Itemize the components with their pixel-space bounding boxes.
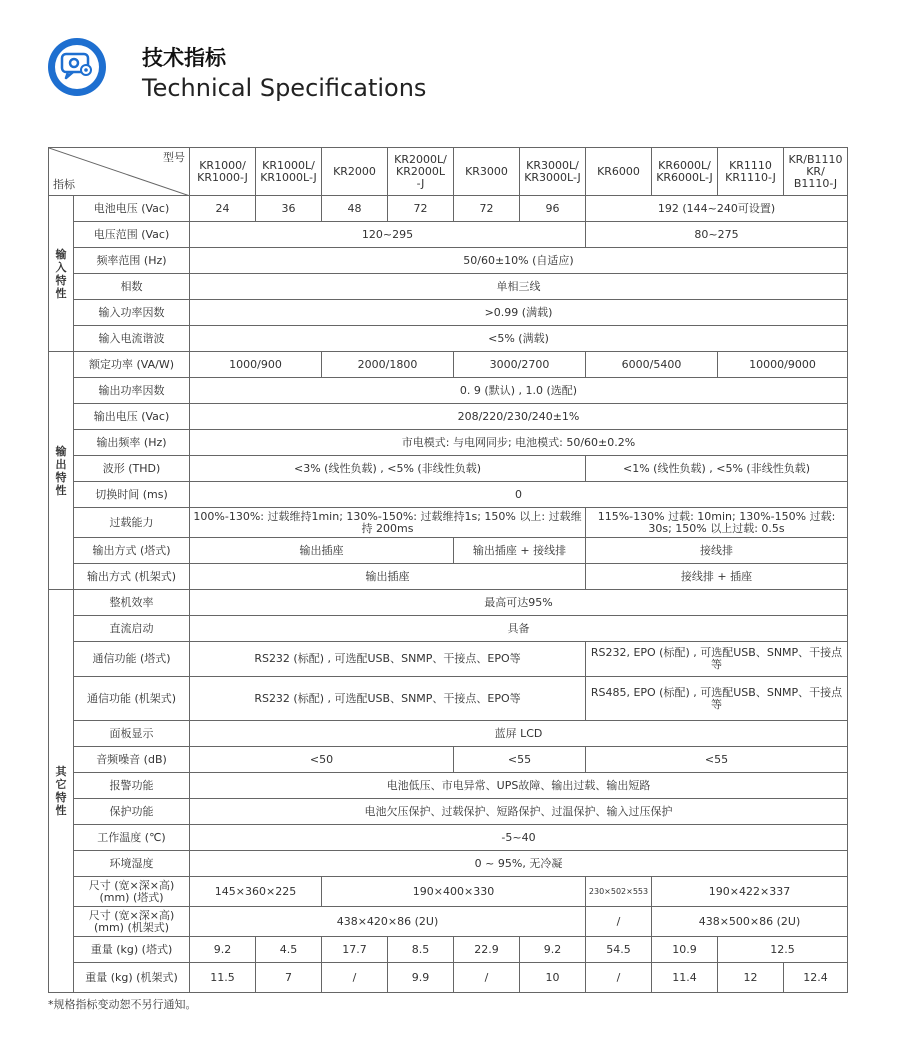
page-subtitle: Technical Specifications bbox=[142, 74, 427, 102]
table-row bbox=[49, 222, 848, 248]
footnote: *规格指标变动恕不另行通知。 bbox=[48, 998, 197, 1011]
table-cell: 7 bbox=[256, 963, 322, 993]
model-header: KR6000 bbox=[586, 148, 652, 196]
row-label: 输出方式 (塔式) bbox=[74, 538, 190, 564]
row-label: 相数 bbox=[74, 274, 190, 300]
table-cell: <55 bbox=[586, 747, 848, 773]
table-cell: 120~295 bbox=[190, 222, 586, 248]
table-row bbox=[49, 773, 848, 799]
table-cell: 0 ~ 95%, 无冷凝 bbox=[190, 851, 848, 877]
table-row bbox=[49, 721, 848, 747]
model-header: KR2000L/ KR2000L -J bbox=[388, 148, 454, 196]
table-cell: <5% (满载) bbox=[190, 326, 848, 352]
model-header: KR1110 KR1110-J bbox=[718, 148, 784, 196]
table-row bbox=[49, 851, 848, 877]
table-cell: 11.5 bbox=[190, 963, 256, 993]
group-label-other: 其 它 特 性 bbox=[49, 590, 74, 993]
table-cell: 0. 9 (默认) , 1.0 (选配) bbox=[190, 378, 848, 404]
table-cell: 4.5 bbox=[256, 937, 322, 963]
table-row bbox=[49, 482, 848, 508]
table-cell: 438×500×86 (2U) bbox=[652, 907, 848, 937]
row-label: 输出功率因数 bbox=[74, 378, 190, 404]
row-label: 保护功能 bbox=[74, 799, 190, 825]
row-label: 切换时间 (ms) bbox=[74, 482, 190, 508]
table-row bbox=[49, 825, 848, 851]
model-header: KR/B1110 KR/ B1110-J bbox=[784, 148, 848, 196]
table-cell: 230×502×553 bbox=[586, 877, 652, 907]
group-label-output: 输 出 特 性 bbox=[49, 352, 74, 590]
table-row bbox=[49, 456, 848, 482]
table-cell: / bbox=[454, 963, 520, 993]
table-cell: 最高可达95% bbox=[190, 590, 848, 616]
table-cell: 36 bbox=[256, 196, 322, 222]
table-cell: 市电模式: 与电网同步; 电池模式: 50/60±0.2% bbox=[190, 430, 848, 456]
row-label: 波形 (THD) bbox=[74, 456, 190, 482]
table-cell: 22.9 bbox=[454, 937, 520, 963]
row-label: 尺寸 (宽×深×高) (mm) (机架式) bbox=[74, 907, 190, 937]
row-label: 输入功率因数 bbox=[74, 300, 190, 326]
table-cell: 12.4 bbox=[784, 963, 848, 993]
table-cell: / bbox=[322, 963, 388, 993]
row-label: 尺寸 (宽×深×高) (mm) (塔式) bbox=[74, 877, 190, 907]
logo-badge bbox=[48, 38, 106, 96]
table-cell: 6000/5400 bbox=[586, 352, 718, 378]
page-title: 技术指标 bbox=[142, 46, 226, 70]
row-label: 整机效率 bbox=[74, 590, 190, 616]
table-row bbox=[49, 937, 848, 963]
table-cell: RS232 (标配) , 可选配USB、SNMP、干接点、EPO等 bbox=[190, 677, 586, 721]
table-cell: 145×360×225 bbox=[190, 877, 322, 907]
row-label: 频率范围 (Hz) bbox=[74, 248, 190, 274]
table-cell: 96 bbox=[520, 196, 586, 222]
row-label: 报警功能 bbox=[74, 773, 190, 799]
table-cell: 190×422×337 bbox=[652, 877, 848, 907]
table-row bbox=[49, 747, 848, 773]
table-row bbox=[49, 538, 848, 564]
group-label-input: 输 入 特 性 bbox=[49, 196, 74, 352]
table-cell: 具备 bbox=[190, 616, 848, 642]
table-cell: 8.5 bbox=[388, 937, 454, 963]
table-row bbox=[49, 799, 848, 825]
table-row bbox=[49, 508, 848, 538]
corner-model-label: 型号 bbox=[163, 151, 185, 164]
table-cell: 72 bbox=[454, 196, 520, 222]
row-label: 重量 (kg) (机架式) bbox=[74, 963, 190, 993]
table-cell: 11.4 bbox=[652, 963, 718, 993]
table-cell: 54.5 bbox=[586, 937, 652, 963]
table-cell: 0 bbox=[190, 482, 848, 508]
model-header: KR6000L/ KR6000L-J bbox=[652, 148, 718, 196]
table-row bbox=[49, 564, 848, 590]
row-label: 输入电流谐波 bbox=[74, 326, 190, 352]
table-cell: 190×400×330 bbox=[322, 877, 586, 907]
model-header: KR3000 bbox=[454, 148, 520, 196]
row-label: 重量 (kg) (塔式) bbox=[74, 937, 190, 963]
table-row bbox=[49, 963, 848, 993]
row-label: 电池电压 (Vac) bbox=[74, 196, 190, 222]
row-label: 通信功能 (塔式) bbox=[74, 642, 190, 677]
row-label: 输出电压 (Vac) bbox=[74, 404, 190, 430]
table-cell: 9.2 bbox=[520, 937, 586, 963]
row-label: 过载能力 bbox=[74, 508, 190, 538]
table-cell: <50 bbox=[190, 747, 454, 773]
table-cell: 48 bbox=[322, 196, 388, 222]
spec-table bbox=[48, 147, 848, 993]
corner-spec-label: 指标 bbox=[53, 178, 75, 191]
table-cell: 72 bbox=[388, 196, 454, 222]
row-label: 工作温度 (℃) bbox=[74, 825, 190, 851]
table-cell: 10 bbox=[520, 963, 586, 993]
table-cell: 438×420×86 (2U) bbox=[190, 907, 586, 937]
table-cell: 输出插座 + 接线排 bbox=[454, 538, 586, 564]
table-cell: >0.99 (满载) bbox=[190, 300, 848, 326]
table-cell: 输出插座 bbox=[190, 564, 586, 590]
table-cell: 115%-130% 过载: 10min; 130%-150% 过载: 30s; 150% 以上过载: 0.5s bbox=[586, 508, 848, 538]
table-row bbox=[49, 677, 848, 721]
table-cell: 1000/900 bbox=[190, 352, 322, 378]
table-cell: 10.9 bbox=[652, 937, 718, 963]
row-label: 通信功能 (机架式) bbox=[74, 677, 190, 721]
table-row bbox=[49, 326, 848, 352]
table-row bbox=[49, 642, 848, 677]
table-cell: 17.7 bbox=[322, 937, 388, 963]
table-cell: 192 (144~240可设置) bbox=[586, 196, 848, 222]
model-header: KR1000/ KR1000-J bbox=[190, 148, 256, 196]
model-header: KR3000L/ KR3000L-J bbox=[520, 148, 586, 196]
table-row bbox=[49, 274, 848, 300]
table-cell: 9.2 bbox=[190, 937, 256, 963]
table-row bbox=[49, 590, 848, 616]
table-cell: 208/220/230/240±1% bbox=[190, 404, 848, 430]
table-cell: 10000/9000 bbox=[718, 352, 848, 378]
table-cell: <55 bbox=[454, 747, 586, 773]
table-cell: 蓝屏 LCD bbox=[190, 721, 848, 747]
row-label: 电压范围 (Vac) bbox=[74, 222, 190, 248]
table-row bbox=[49, 430, 848, 456]
corner-cell bbox=[49, 148, 190, 196]
table-cell: RS232 (标配) , 可选配USB、SNMP、干接点、EPO等 bbox=[190, 642, 586, 677]
table-cell: RS232, EPO (标配) , 可选配USB、SNMP、干接点等 bbox=[586, 642, 848, 677]
row-label: 输出频率 (Hz) bbox=[74, 430, 190, 456]
table-cell: 9.9 bbox=[388, 963, 454, 993]
table-cell: 3000/2700 bbox=[454, 352, 586, 378]
table-row bbox=[49, 378, 848, 404]
row-label: 音频噪音 (dB) bbox=[74, 747, 190, 773]
table-cell: 80~275 bbox=[586, 222, 848, 248]
table-cell: 12.5 bbox=[718, 937, 848, 963]
table-row bbox=[49, 616, 848, 642]
table-cell: 接线排 + 插座 bbox=[586, 564, 848, 590]
table-cell: 电池欠压保护、过载保护、短路保护、过温保护、输入过压保护 bbox=[190, 799, 848, 825]
table-cell: 50/60±10% (自适应) bbox=[190, 248, 848, 274]
model-header: KR1000L/ KR1000L-J bbox=[256, 148, 322, 196]
table-cell: 2000/1800 bbox=[322, 352, 454, 378]
table-row bbox=[49, 300, 848, 326]
table-cell: 单相三线 bbox=[190, 274, 848, 300]
table-cell: / bbox=[586, 963, 652, 993]
table-cell: 24 bbox=[190, 196, 256, 222]
table-cell: / bbox=[586, 907, 652, 937]
model-header-row bbox=[49, 148, 848, 196]
table-cell: 输出插座 bbox=[190, 538, 454, 564]
table-cell: <3% (线性负载) , <5% (非线性负载) bbox=[190, 456, 586, 482]
model-header: KR2000 bbox=[322, 148, 388, 196]
table-cell: -5~40 bbox=[190, 825, 848, 851]
table-row bbox=[49, 196, 848, 222]
row-label: 环境湿度 bbox=[74, 851, 190, 877]
table-row bbox=[49, 877, 848, 907]
row-label: 输出方式 (机架式) bbox=[74, 564, 190, 590]
table-cell: 电池低压、市电异常、UPS故障、输出过载、输出短路 bbox=[190, 773, 848, 799]
table-cell: <1% (线性负载) , <5% (非线性负载) bbox=[586, 456, 848, 482]
table-row bbox=[49, 248, 848, 274]
table-cell: 12 bbox=[718, 963, 784, 993]
table-row bbox=[49, 907, 848, 937]
table-cell: 接线排 bbox=[586, 538, 848, 564]
table-cell: RS485, EPO (标配) , 可选配USB、SNMP、干接点等 bbox=[586, 677, 848, 721]
table-row bbox=[49, 404, 848, 430]
row-label: 直流启动 bbox=[74, 616, 190, 642]
row-label: 面板显示 bbox=[74, 721, 190, 747]
table-cell: 100%-130%: 过载维持1min; 130%-150%: 过载维持1s; 150% 以上: 过载维持 200ms bbox=[190, 508, 586, 538]
row-label: 额定功率 (VA/W) bbox=[74, 352, 190, 378]
gear-chat-icon bbox=[60, 50, 94, 84]
table-row bbox=[49, 352, 848, 378]
